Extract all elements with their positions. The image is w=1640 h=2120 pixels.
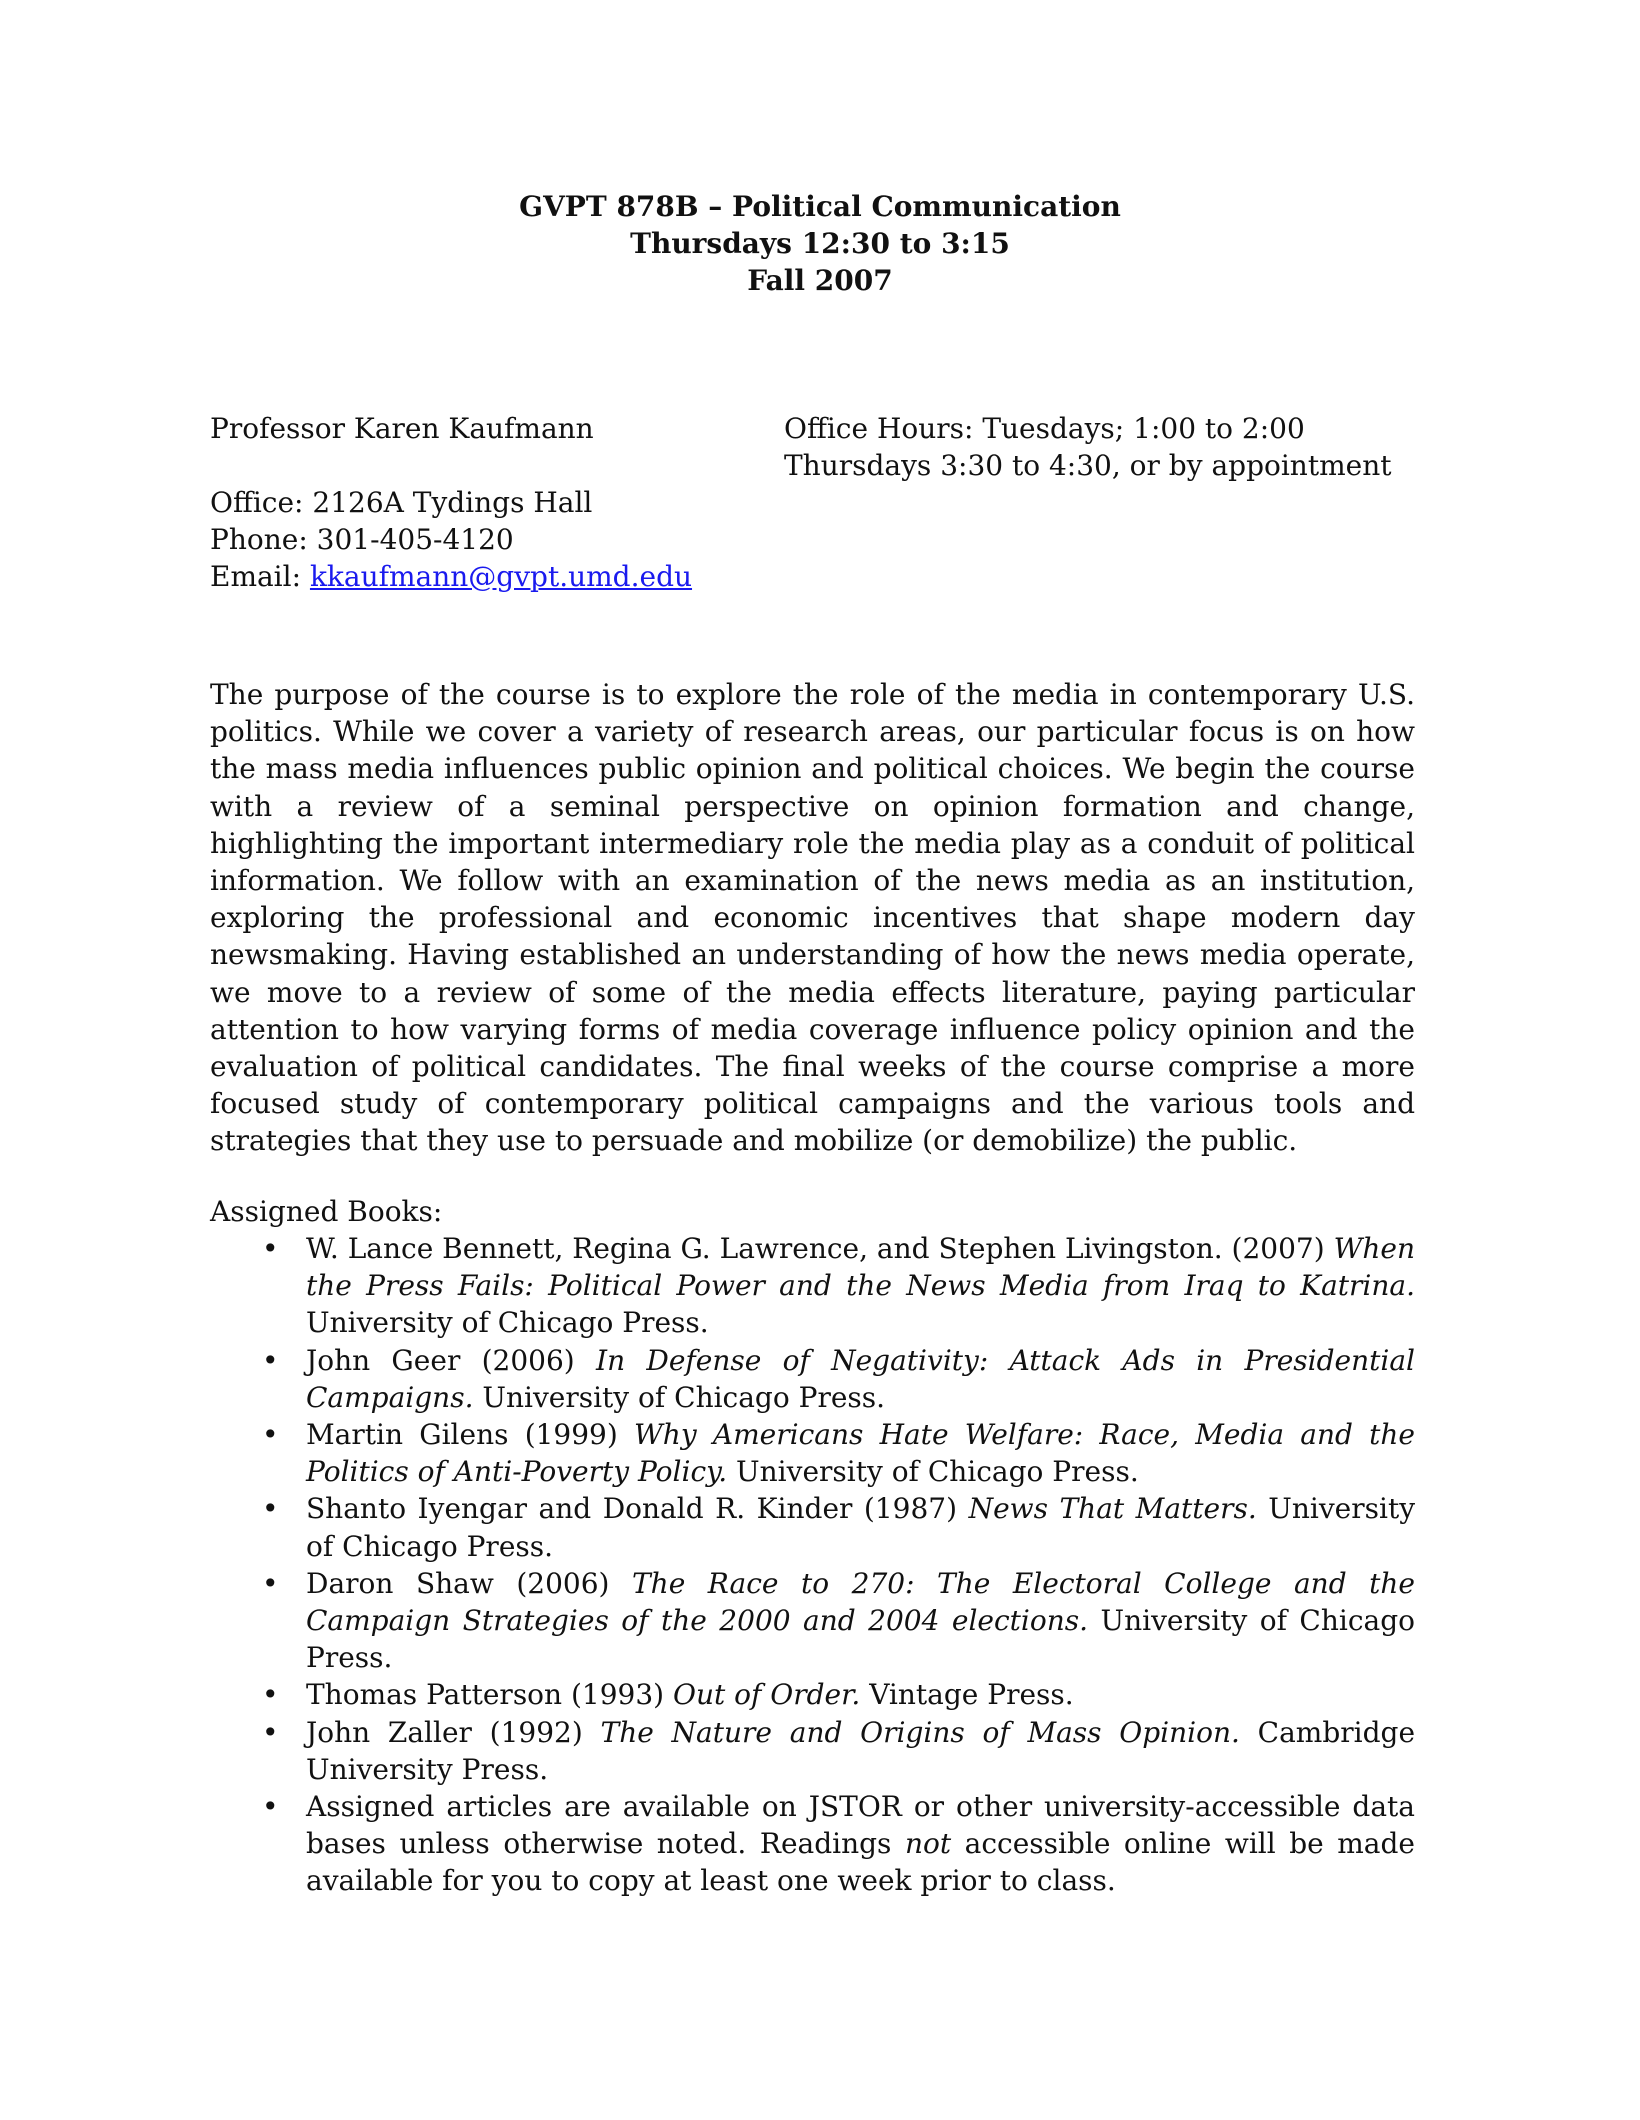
- note-emphasis: not: [904, 1827, 952, 1861]
- book-item: [210, 1342, 1415, 1416]
- book-item: [210, 1490, 1415, 1564]
- bullet-icon: •: [262, 1232, 279, 1265]
- bullet-icon: •: [262, 1715, 279, 1749]
- book-publisher: University of Chicago Press.: [727, 1455, 1139, 1489]
- bullet-icon: •: [262, 1566, 279, 1600]
- course-title: GVPT 878B – Political Communication: [519, 190, 1121, 223]
- email-line: [210, 558, 692, 595]
- book-authors: W. Lance Bennett, Regina G. Lawrence, and Stephen Livingston. (2007): [306, 1232, 1334, 1265]
- course-header: [0, 188, 1640, 299]
- note-text-start: Assigned articles are available on JSTOR or other university-accessible data bases unless otherwise noted. Readings: [306, 1790, 1415, 1861]
- assigned-books-heading: Assigned Books:: [210, 1195, 443, 1228]
- book-title: Why Americans Hate Welfare: Race, Media and the Politics of Anti-Poverty Policy.: [306, 1418, 1415, 1489]
- course-description: The purpose of the course is to explore the role of the media in contemporary U.S. politics. While we cover a variety of research areas, our particular focus is on how the mass media influences public opinion and political choices. We begin the course with a review of a seminal perspective on opinion formation and change, highlighting the important intermediary role the media play as a conduit of political information. We follow with an examination of the news media as an institution, exploring the professional and economic incentives that shape modern day newsmaking. Having established an understanding of how the news media operate, we move to a review of some of the media effects literature, paying particular attention to how varying forms of media coverage influence policy opinion and the evaluation of political candidates. The final weeks of the course comprise a more focused study of contemporary political campaigns and the various tools and strategies that they use to persuade and mobilize (or demobilize) the public.: [210, 678, 1415, 1158]
- office-hours-line-2: Thursdays 3:30 to 4:30, or by appointment: [784, 449, 1392, 482]
- bullet-icon: •: [262, 1492, 279, 1526]
- book-item: [210, 1676, 1415, 1713]
- email-label: Email:: [210, 560, 310, 593]
- course-term: Fall 2007: [747, 264, 893, 297]
- book-title: The Race to 270: The Electoral College and the Campaign Strategies of the 2000 and 2004 elections.: [306, 1566, 1416, 1638]
- office-hours-line-1: Office Hours: Tuesdays; 1:00 to 2:00: [784, 412, 1305, 445]
- phone-number: Phone: 301-405-4120: [210, 523, 514, 556]
- book-publisher: University of Chicago Press.: [306, 1492, 1416, 1563]
- bullet-icon: •: [262, 1418, 279, 1452]
- book-authors: John Geer (2006): [306, 1343, 597, 1377]
- assigned-books-list: [210, 1230, 1415, 1900]
- book-authors: Daron Shaw (2006): [306, 1566, 632, 1600]
- office-hours: [784, 410, 1392, 484]
- book-item: [210, 1230, 1415, 1342]
- professor-name: Professor Karen Kaufmann: [210, 412, 594, 445]
- email-link[interactable]: kkaufmann@gvpt.umd.edu: [309, 560, 693, 593]
- book-item: [210, 1416, 1415, 1490]
- book-authors: Martin Gilens (1999): [306, 1418, 635, 1452]
- bullet-icon: •: [262, 1790, 279, 1824]
- book-title: Out of Order.: [672, 1678, 861, 1712]
- note-text-end: accessible online will be made available for you to copy at least one week prior to class.: [306, 1827, 1415, 1898]
- book-title: When the Press Fails: Political Power and the News Media from Iraq to Katrina.: [306, 1232, 1415, 1303]
- contact-info: [210, 410, 692, 595]
- book-item: [210, 1565, 1415, 1677]
- book-publisher: University of Chicago Press.: [306, 1604, 1415, 1675]
- book-item: [210, 1714, 1415, 1788]
- articles-note: [210, 1788, 1415, 1900]
- book-publisher: Cambridge University Press.: [306, 1715, 1416, 1786]
- bullet-icon: •: [262, 1343, 279, 1377]
- book-authors: John Zaller (1992): [306, 1715, 601, 1749]
- book-title: In Defense of Negativity: Attack Ads in Presidential Campaigns.: [306, 1343, 1415, 1414]
- book-publisher: University of Chicago Press.: [473, 1380, 886, 1414]
- book-publisher: Vintage Press.: [860, 1678, 1074, 1712]
- book-title: The Nature and Origins of Mass Opinion.: [600, 1715, 1240, 1749]
- book-authors: Shanto Iyengar and Donald R. Kinder (1987): [306, 1492, 969, 1526]
- book-title: News That Matters.: [968, 1492, 1257, 1526]
- bullet-icon: •: [262, 1678, 279, 1712]
- office-location: Office: 2126A Tydings Hall: [210, 486, 593, 519]
- book-publisher: University of Chicago Press.: [306, 1306, 709, 1340]
- book-authors: Thomas Patterson (1993): [306, 1678, 673, 1712]
- course-schedule: Thursdays 12:30 to 3:15: [630, 227, 1010, 260]
- spacer: [210, 447, 692, 484]
